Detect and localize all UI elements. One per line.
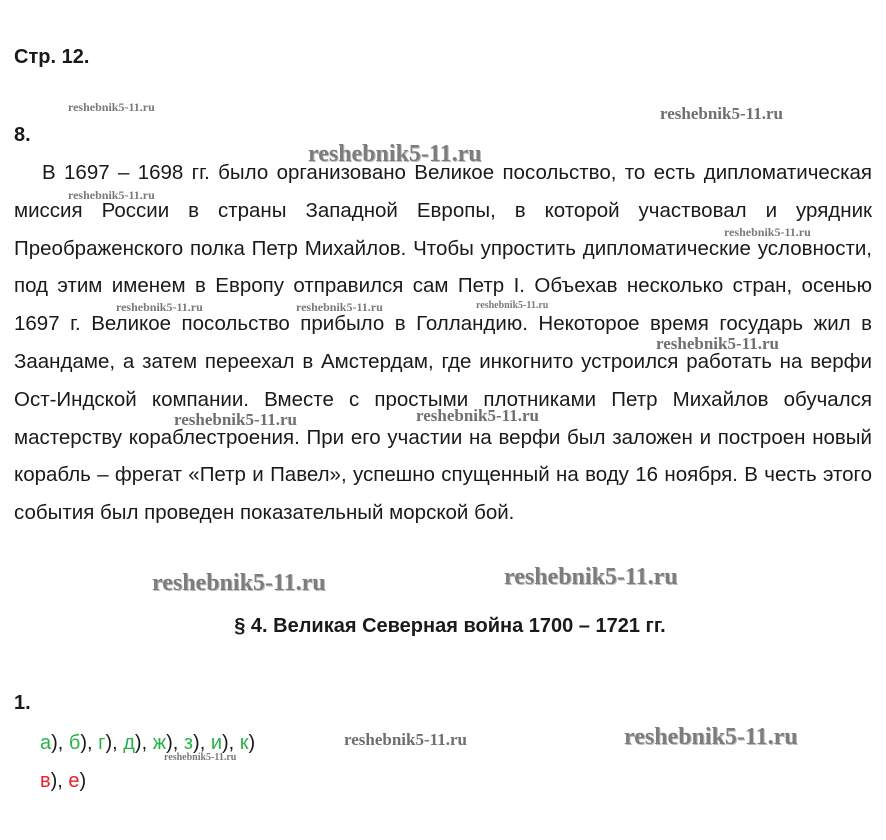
watermark: reshebnik5-11.ru: [164, 752, 237, 763]
watermark: reshebnik5-11.ru: [476, 300, 549, 311]
answer-separator: ),: [50, 770, 69, 792]
answer-separator: ),: [51, 732, 69, 754]
watermark: reshebnik5-11.ru: [296, 300, 383, 314]
answer-letter: е: [68, 770, 80, 792]
watermark: reshebnik5-11.ru: [624, 724, 798, 750]
answer-line-incorrect: [40, 770, 86, 793]
answer-letter: б: [68, 732, 81, 754]
answer-separator: ),: [221, 732, 240, 754]
answer-separator: ),: [80, 732, 99, 754]
watermark: reshebnik5-11.ru: [68, 188, 155, 202]
answer-separator: ),: [193, 732, 211, 754]
answer-letter: к: [239, 732, 249, 754]
section-title: § 4. Великая Северная война 1700 – 1721 гг.: [234, 615, 666, 637]
answer-letter: а: [40, 732, 52, 754]
answer-letter: ж: [152, 732, 167, 754]
answer-letter: и: [210, 732, 222, 754]
answer-separator: ): [79, 770, 87, 792]
answer-separator: ): [248, 732, 256, 754]
task-number-1: 1.: [14, 692, 31, 714]
watermark: reshebnik5-11.ru: [656, 334, 779, 353]
watermark: reshebnik5-11.ru: [308, 141, 482, 167]
answer-separator: ),: [134, 732, 153, 754]
watermark: reshebnik5-11.ru: [116, 300, 203, 314]
answer-letter: г: [98, 732, 106, 754]
page-label: Стр. 12.: [14, 46, 90, 68]
task-8-answer-text: В 1697 – 1698 гг. было организовано Великое посольство, то есть дипломатическая миссия России в страны Западной Европы, в которой участвовал и урядник Преображенского полка Петр Михайлов. Чтобы упростить дипломатические условности, под этим именем в Европу отправился сам Петр I. Объехав несколько стран, осенью 1697 г. Великое посольство прибыло в Голландию. Некоторое время государь жил в Заандаме, а затем переехал в Амстердам, где инкогнито устроился работать на верфи Ост-Индской компании. Вместе с простыми плотниками Петр Михайлов обучался мастерству кораблестроения. При его участии на верфи был заложен и построен новый корабль – фрегат «Петр и Павел», успешно спущенный на воду 16 ноября. В честь этого события был проведен показательный морской бой.: [14, 161, 872, 525]
watermark: reshebnik5-11.ru: [660, 104, 783, 123]
watermark: reshebnik5-11.ru: [68, 100, 155, 114]
watermark: reshebnik5-11.ru: [504, 564, 678, 590]
watermark: reshebnik5-11.ru: [152, 570, 326, 596]
task-number-8: 8.: [14, 124, 31, 146]
answer-separator: ),: [166, 732, 184, 754]
answer-letter: в: [40, 770, 51, 792]
watermark: reshebnik5-11.ru: [344, 730, 467, 749]
watermark: reshebnik5-11.ru: [724, 225, 811, 239]
answer-letter: д: [123, 732, 135, 754]
answer-separator: ),: [105, 732, 124, 754]
watermark: reshebnik5-11.ru: [416, 406, 539, 425]
answer-letter: з: [183, 732, 194, 754]
watermark: reshebnik5-11.ru: [174, 410, 297, 429]
